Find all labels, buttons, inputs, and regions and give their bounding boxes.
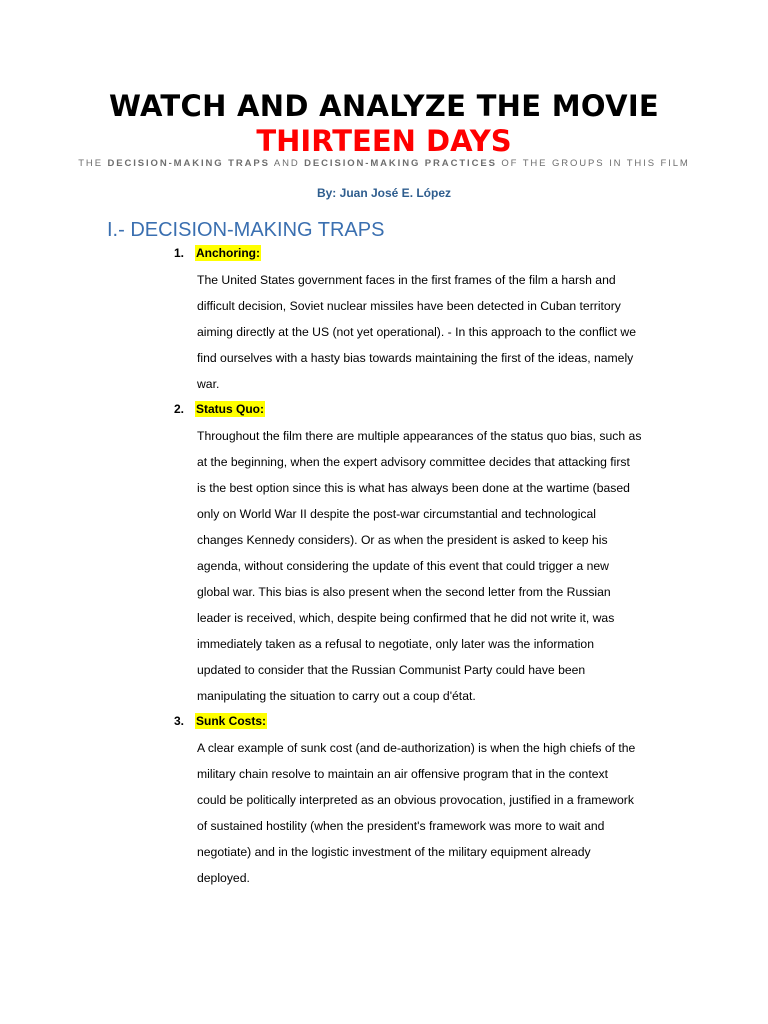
paragraph-line: global war. This bias is also present when the second letter from the Russian	[197, 585, 611, 599]
paragraph-line: at the beginning, when the expert advisory committee decides that attacking first	[197, 455, 630, 469]
list-item-number: 1.	[174, 246, 185, 260]
tagline-part: THE	[78, 158, 108, 169]
list-item-label: Sunk Costs:	[196, 714, 267, 728]
paragraph-line: agenda, without considering the update of this event that could trigger a new	[197, 559, 609, 573]
list-item-number: 2.	[174, 402, 185, 416]
paragraph-line: could be politically interpreted as an obvious provocation, justified in a framework	[197, 793, 634, 807]
paragraph-line: A clear example of sunk cost (and de-authorization) is when the high chiefs of the	[197, 741, 636, 755]
tagline-bold: DECISION-MAKING TRAPS	[107, 158, 270, 169]
paragraph-line: changes Kennedy considers). Or as when the president is asked to keep his	[197, 533, 608, 547]
tagline-part: OF THE GROUPS IN THIS FILM	[496, 158, 690, 169]
paragraph-line: negotiate) and in the logistic investment of the military equipment already	[197, 845, 591, 859]
list-item-paragraph	[197, 267, 667, 397]
list-item-paragraph	[197, 735, 667, 891]
list-item-number: 3.	[174, 714, 185, 728]
paragraph-line: updated to consider that the Russian Communist Party could have been	[197, 663, 586, 677]
author-byline	[0, 185, 768, 201]
paragraph-line: of sustained hostility (when the president's framework was more to wait and	[197, 819, 605, 833]
list-item-label: Anchoring:	[196, 246, 260, 260]
paragraph-line: The United States government faces in the first frames of the film a harsh and	[197, 273, 616, 287]
byline-prefix: By:	[316, 186, 337, 200]
author-name: Juan José E. López	[339, 186, 452, 200]
paragraph-line: Throughout the film there are multiple appearances of the status quo bias, such as	[197, 429, 642, 443]
paragraph-line: aiming directly at the US (not yet operational). - In this approach to the conflict we	[197, 325, 636, 339]
paragraph-line: only on World War II despite the post-war circumstantial and technological	[197, 507, 596, 521]
tagline-part: AND	[269, 158, 305, 169]
paragraph-line: leader is received, which, despite being confirmed that he did not write it, was	[197, 611, 615, 625]
paragraph-line: immediately taken as a refusal to negotiate, only later was the information	[197, 637, 594, 651]
paragraph-line: manipulating the situation to carry out a coup d'état.	[197, 689, 476, 703]
paragraph-line: military chain resolve to maintain an air offensive program that in the context	[197, 767, 608, 781]
document-title: WATCH AND ANALYZE THE MOVIE	[108, 89, 660, 123]
paragraph-line: find ourselves with a hasty bias towards maintaining the first of the ideas, namely	[197, 351, 634, 365]
paragraph-line: deployed.	[197, 871, 250, 885]
section-heading: I.- DECISION-MAKING TRAPS	[107, 219, 385, 241]
paragraph-line: war.	[197, 377, 220, 391]
paragraph-line: is the best option since this is what has always been done at the wartime (based	[197, 481, 630, 495]
document-tagline	[0, 157, 768, 171]
list-item-label: Status Quo:	[196, 402, 264, 416]
document-subtitle: THIRTEEN DAYS	[256, 124, 512, 158]
tagline-bold: DECISION-MAKING PRACTICES	[304, 158, 497, 169]
paragraph-line: difficult decision, Soviet nuclear missiles have been detected in Cuban territory	[197, 299, 621, 313]
list-item-paragraph	[197, 423, 667, 709]
